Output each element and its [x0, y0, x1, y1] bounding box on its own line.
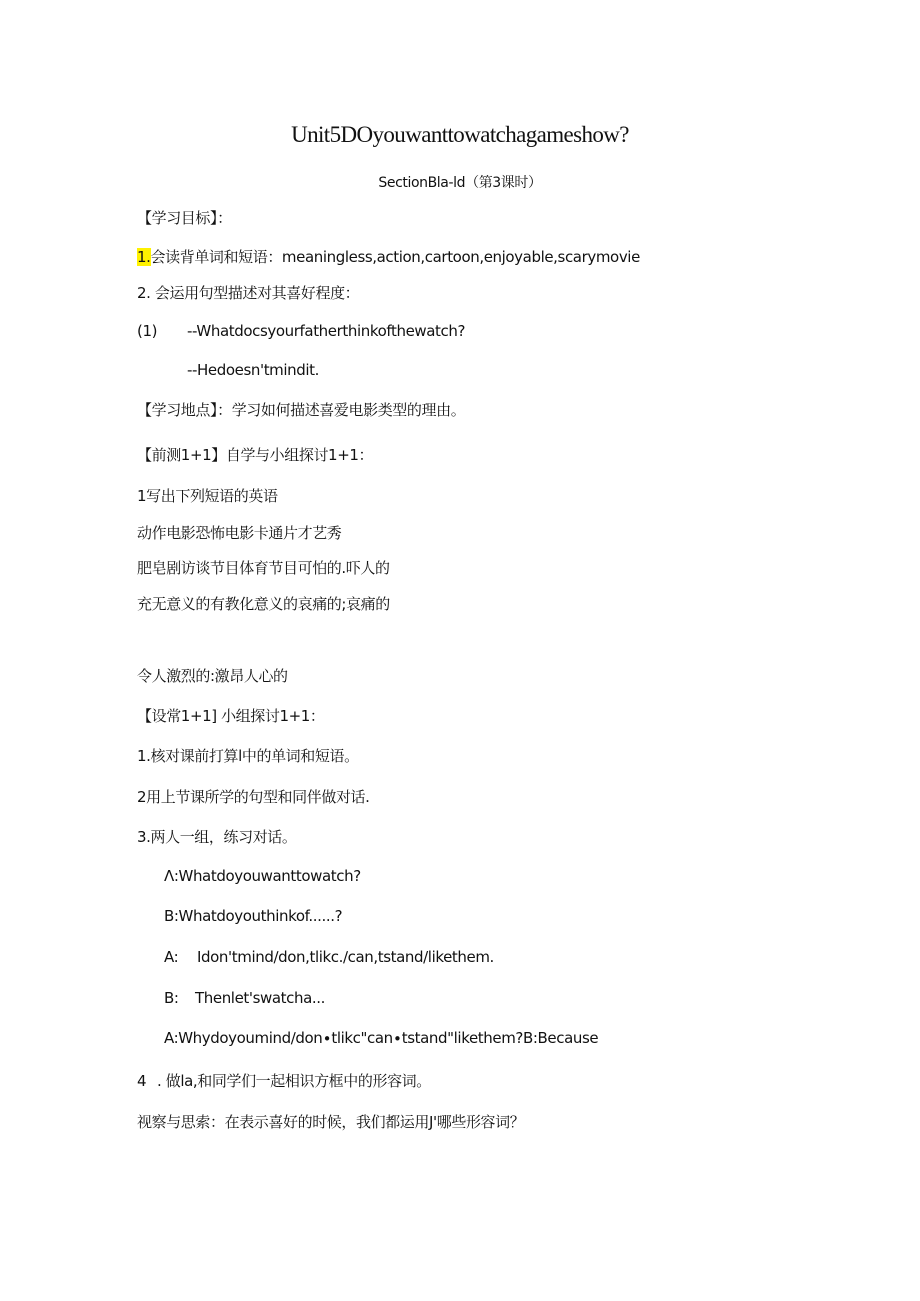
step-2: 2用上节课所学的句型和同伴做对话. — [137, 788, 370, 806]
observe-question: 视察与思索：在表示喜好的时候，我们都运用J'哪些形容词？ — [137, 1113, 525, 1131]
pretest-task: 1写出下列短语的英语 — [137, 487, 278, 505]
objective-2: 2. 会运用句型描述对其喜好程度： — [137, 284, 360, 302]
document-title: Unit5DOyouwanttowatchagameshow? — [291, 122, 629, 147]
dialog-line-4-text: Thenlet'swatcha... — [195, 989, 326, 1007]
pretest-row-2: 肥皂剧访谈节目体育节目可怕的.吓人的 — [137, 559, 390, 577]
dialog-line-4 — [164, 989, 325, 1007]
class-heading: 【设常1+1] 小组探讨1+1： — [137, 707, 325, 725]
example-question-label: (1) — [137, 322, 158, 340]
step-3: 3.两人一组，练习对话。 — [137, 828, 297, 846]
objective-1 — [137, 246, 640, 267]
dialog-line-5: A:Whydoyoumind∕don∙tlikc"can∙tstand"likethem?B:Because — [164, 1029, 599, 1047]
example-answer: --Hedoesn'tmindit. — [187, 361, 320, 379]
step-4-number: 4 — [137, 1072, 147, 1090]
dialog-line-3 — [164, 948, 494, 966]
pretest-row-1: 动作电影恐怖电影卡通片才艺秀 — [137, 524, 342, 542]
step-4-text: . 做la,和同学们一起相识方框中的形容词。 — [157, 1072, 431, 1090]
dialog-line-1: Λ:Whatdoyouwanttowatch? — [164, 867, 361, 885]
example-question — [137, 322, 465, 340]
objective-1-text: 会读背单词和短语：meaningless,action,cartoon,enjoyable,scarymovie — [150, 248, 640, 266]
document-subtitle: SectionBla-ld（第3课时） — [378, 175, 542, 191]
objective-1-number: 1. — [137, 248, 151, 266]
dialog-line-2: B:Whatdoyouthinkof......? — [164, 907, 343, 925]
key-point: 【学习地点】：学习如何描述喜爱电影类型的理由。 — [137, 401, 466, 419]
pretest-row-4: 令人激烈的:激昂人心的 — [137, 667, 288, 685]
dialog-line-4-speaker: B: — [164, 989, 179, 1007]
step-4 — [137, 1070, 431, 1091]
objectives-heading: 【学习目标】： — [137, 209, 232, 227]
pretest-heading: 【前测1+1】自学与小组探讨1+1： — [137, 446, 374, 464]
pretest-row-3: 充无意义的有教化意义的哀痛的;哀痛的 — [137, 595, 390, 613]
dialog-line-3-speaker: A: — [164, 948, 179, 966]
dialog-line-3-text: Idon'tmind∕don,tlikc.∕can,tstand/likethem. — [197, 948, 494, 966]
example-question-text: --Whatdocsyourfatherthinkofthewatch? — [187, 322, 466, 340]
step-1: 1.核对课前打算l中的单词和短语。 — [137, 747, 359, 765]
